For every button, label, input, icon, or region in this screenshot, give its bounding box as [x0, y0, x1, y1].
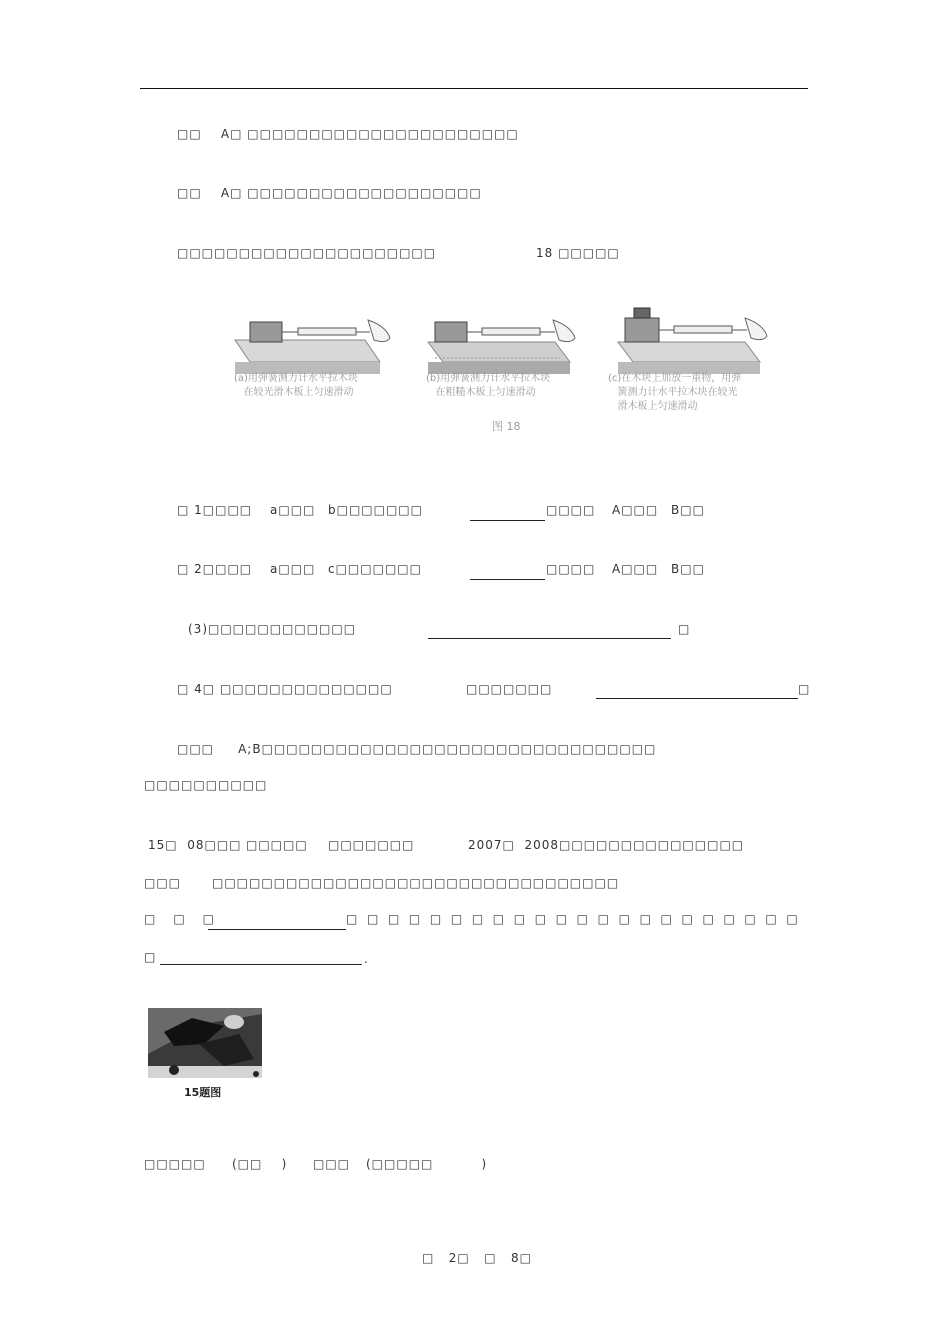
spaced-glyph: □	[408, 912, 421, 926]
option-a: A□□□	[612, 503, 659, 517]
text-line: □□ A□ □□□□□□□□□□□□□□□□□□□□□□	[177, 127, 519, 141]
question-1-text: a□□□	[270, 503, 316, 517]
caption-a: (a)用弹簧测力计水平拉木块 在较光滑木板上匀速滑动	[234, 373, 358, 398]
option-a: A□□□	[612, 562, 659, 576]
figure-15	[144, 1004, 270, 1102]
spaced-row-tail	[346, 912, 798, 926]
spaced-glyph: □	[744, 912, 756, 926]
footer-text: (□□ )	[232, 1157, 288, 1171]
footer-text: □□□□□	[144, 1157, 206, 1171]
question-2-label: □ 2□□□□	[177, 562, 253, 576]
answer-blank-5[interactable]	[208, 929, 346, 930]
spaced-row-lead: □	[144, 950, 157, 964]
spaced-glyph: □	[471, 912, 484, 926]
answer-blank-2[interactable]	[470, 579, 545, 580]
question-1-text: □□□□	[546, 503, 596, 517]
panel-c-drawing	[618, 308, 767, 374]
caption-b: (b)用弹簧测力计水平拉木块 在粗糙木板上匀速滑动	[426, 373, 551, 398]
answer-blank-1[interactable]	[470, 520, 545, 521]
question-2-text: c□□□□□□□	[328, 562, 422, 576]
spaced-glyph: □	[786, 912, 798, 926]
panel-a-drawing	[235, 320, 390, 374]
question-4-text: □□□□□□□	[466, 682, 553, 696]
spaced-glyph: □	[346, 912, 358, 926]
footer-text: (□□□□□ )	[366, 1157, 488, 1171]
page-number: □ 2□ □ 8□	[422, 1251, 532, 1265]
caption-c: (c)在木块上加放一重物，用弹 簧测力计水平拉木块在较光 滑木板上匀速滑动	[608, 373, 742, 412]
question-4-text: □ 4□ □□□□□□□□□□□□□□	[177, 682, 393, 696]
spaced-glyph: □	[618, 912, 630, 926]
option-b: B□□	[671, 503, 705, 517]
spaced-glyph: □	[450, 912, 463, 926]
question-3-end: □	[678, 622, 691, 636]
question-1-text: b□□□□□□□	[328, 503, 423, 517]
spaced-glyph: □	[681, 912, 693, 926]
option-b: B□□	[671, 562, 705, 576]
question-2-text: a□□□	[270, 562, 316, 576]
spaced-glyph: □	[202, 912, 214, 926]
spaced-glyph: □	[639, 912, 651, 926]
spaced-glyph: □	[144, 912, 156, 926]
text-line: □□ A□ □□□□□□□□□□□□□□□□□□□	[177, 186, 482, 200]
question-2-text: □□□□	[546, 562, 596, 576]
spaced-glyph: □	[513, 912, 526, 926]
answer-blank-3[interactable]	[428, 638, 671, 639]
panel-b-drawing	[428, 320, 575, 374]
footer-text: □□□	[313, 1157, 351, 1171]
problem-15-text: 2007□ 2008□□□□□□□□□□□□□□□	[468, 838, 745, 852]
spaced-glyph: □	[555, 912, 568, 926]
answer-text: □□□ A;B□□□□□□□□□□□□□□□□□□□□□□□□□□□□□□□□	[177, 742, 657, 756]
spaced-glyph: □	[534, 912, 547, 926]
spaced-glyph: □	[723, 912, 735, 926]
question-4-end: □	[798, 682, 811, 696]
problem-15-source: □□□□□	[246, 838, 308, 852]
text-line: □□□□□□□□□□□□□□□□□□□□□	[177, 246, 437, 260]
sentence-end: .	[364, 952, 369, 966]
problem-15-number: 15□ 08□□□	[148, 838, 242, 852]
figure-title: 图 18	[492, 420, 521, 433]
header-rule	[140, 88, 808, 89]
spaced-glyph: □	[366, 912, 379, 926]
answer-blank-6[interactable]	[160, 964, 362, 965]
spaced-glyph: □	[597, 912, 609, 926]
problem-15-source: □□□□□□□	[328, 838, 415, 852]
spaced-row-lead	[144, 912, 214, 926]
question-3-text: (3)□□□□□□□□□□□□	[188, 622, 357, 636]
spaced-glyph: □	[765, 912, 777, 926]
figure-reference: 18 □□□□□	[536, 246, 620, 260]
spaced-glyph: □	[576, 912, 588, 926]
spaced-glyph: □	[387, 912, 400, 926]
spaced-glyph: □	[660, 912, 672, 926]
spaced-glyph: □	[429, 912, 442, 926]
answer-blank-4[interactable]	[596, 698, 798, 699]
figure-15-caption: 15题图	[184, 1086, 222, 1099]
problem-15-text: □□□	[144, 876, 182, 890]
spaced-glyph: □	[492, 912, 505, 926]
figure-18	[230, 300, 790, 445]
spaced-glyph: □	[702, 912, 714, 926]
answer-text: □□□□□□□□□□	[144, 778, 268, 792]
problem-15-text: □□□□□□□□□□□□□□□□□□□□□□□□□□□□□□□□□	[212, 876, 620, 890]
spaced-glyph: □	[173, 912, 185, 926]
question-1-label: □ 1□□□□	[177, 503, 253, 517]
